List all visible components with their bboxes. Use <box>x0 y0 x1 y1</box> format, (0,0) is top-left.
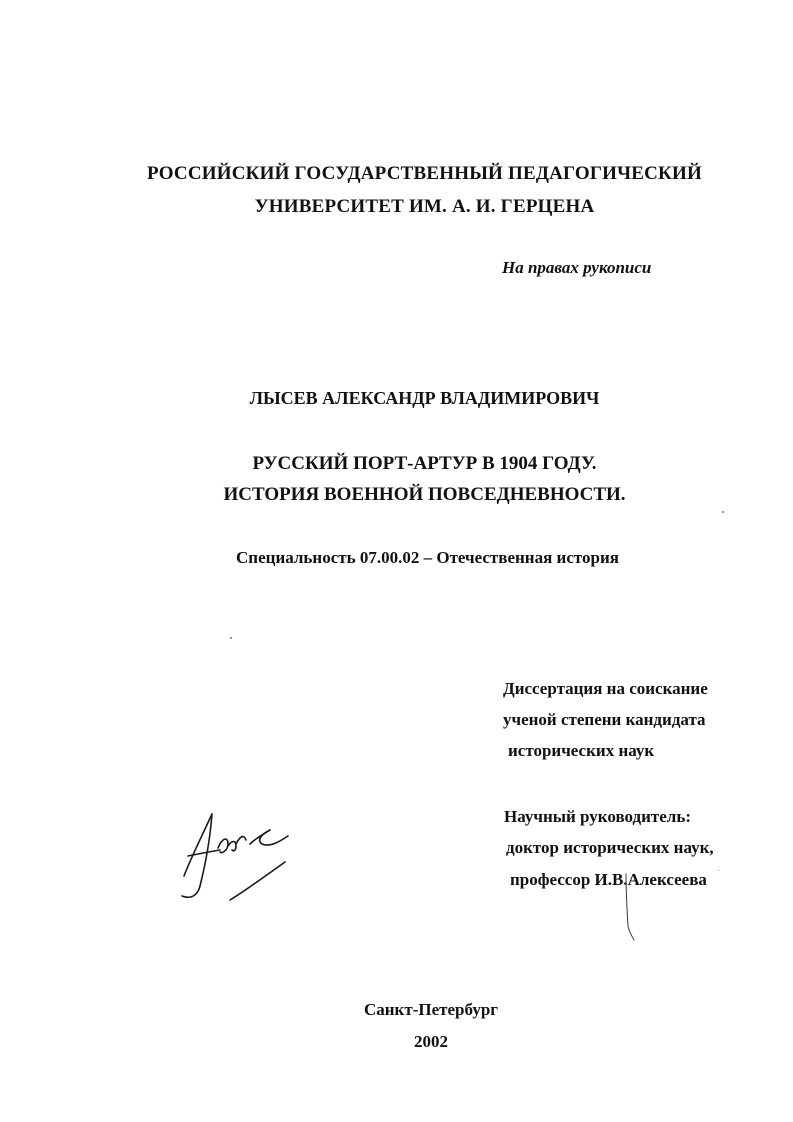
handwritten-signature-icon <box>170 800 300 910</box>
specialty-line: Специальность 07.00.02 – Отечественная история <box>236 548 619 567</box>
publication-city: Санкт-Петербург <box>363 1000 499 1019</box>
dissertation-line1: Диссертация на соискание <box>503 679 708 698</box>
university-name-line1: РОССИЙСКИЙ ГОСУДАРСТВЕННЫЙ ПЕДАГОГИЧЕСКИЙ <box>147 163 702 184</box>
dissertation-line3: исторических наук <box>508 741 655 760</box>
scan-speck <box>722 511 724 513</box>
scan-speck <box>230 637 232 639</box>
pen-stroke-mark-icon <box>618 870 748 950</box>
author-name: ЛЫСЕВ АЛЕКСАНДР ВЛАДИМИРОВИЧ <box>249 388 600 408</box>
supervisor-label: Научный руководитель: <box>504 807 691 826</box>
dissertation-line2: ученой степени кандидата <box>503 710 706 729</box>
university-name-line2: УНИВЕРСИТЕТ ИМ. А. И. ГЕРЦЕНА <box>254 196 595 217</box>
supervisor-name: профессор И.В.Алексеева <box>510 870 707 889</box>
supervisor-degree: доктор исторических наук, <box>506 838 714 857</box>
manuscript-rights-note: На правах рукописи <box>502 258 652 277</box>
thesis-title-line2: ИСТОРИЯ ВОЕННОЙ ПОВСЕДНЕВНОСТИ. <box>223 484 626 505</box>
publication-year: 2002 <box>414 1032 448 1051</box>
thesis-title-line1: РУССКИЙ ПОРТ-АРТУР В 1904 ГОДУ. <box>252 453 597 474</box>
